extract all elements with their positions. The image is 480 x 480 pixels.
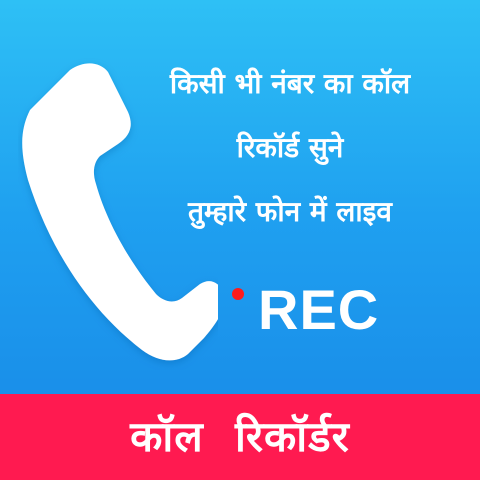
headline-line-1: किसी भी नंबर का कॉल xyxy=(169,67,411,100)
banner-title: कॉल रिकॉर्डर xyxy=(130,412,350,461)
title-banner xyxy=(0,394,480,480)
headline-line-3: तुम्हारे फोन में लाइव xyxy=(188,195,392,228)
rec-label: REC xyxy=(258,278,380,341)
record-dot-icon xyxy=(232,288,244,300)
headline xyxy=(120,60,460,252)
headline-line-2: रिकॉर्ड सुने xyxy=(236,131,344,164)
rec-indicator xyxy=(232,280,379,350)
